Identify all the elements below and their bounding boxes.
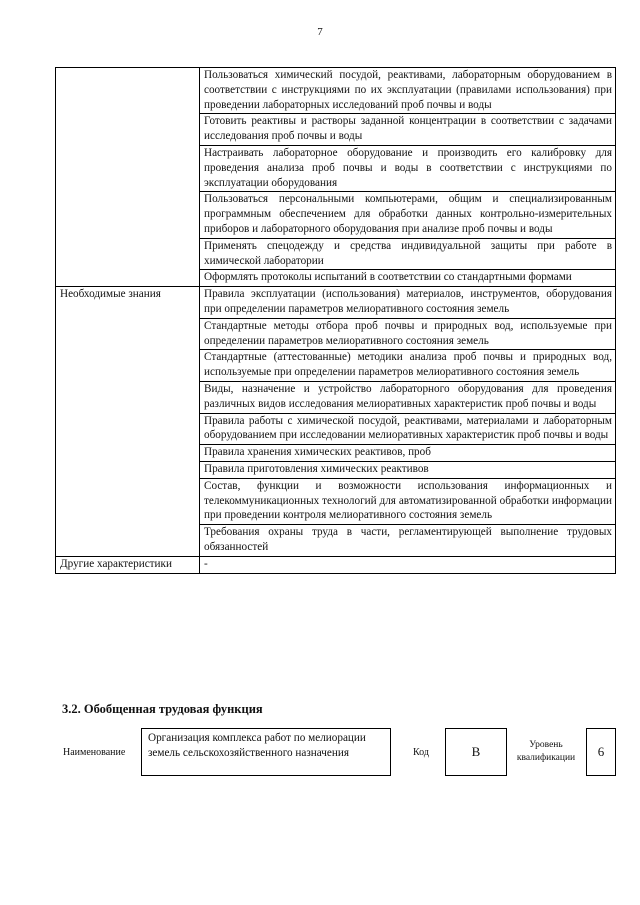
knowledge-cell: Стандартные методы отбора проб почвы и природных вод, используемые при определении параметров мелиоративного состояния земель — [200, 318, 616, 350]
knowledge-cell: Правила эксплуатации (использования) материалов, инструментов, оборудования при определении параметров мелиоративного состояния земель — [200, 287, 616, 319]
knowledge-cell: Правила работы с химической посудой, реактивами, материалами и лабораторным оборудованием при исследовании мелиоративных характеристик проб почвы и воды — [200, 413, 616, 445]
knowledge-cell: Состав, функции и возможности использования информационных и телекоммуникационных технологий для автоматизированной обработки информации при проведении контроля мелиоративного состояния земель — [200, 478, 616, 524]
knowledge-label: Необходимые знания — [56, 287, 200, 557]
table-row — [56, 68, 616, 114]
skill-cell: Пользоваться химический посудой, реактивами, лабораторным оборудованием в соответствии с инструкциями по их эксплуатации (правилами использования) при проведении лабораторных исследований проб почвы и воды — [200, 68, 616, 114]
name-value-box: Организация комплекса работ по мелиорации земель сельскохозяйственного назначения — [141, 728, 391, 776]
knowledge-cell: Правила приготовления химических реактивов — [200, 461, 616, 478]
qualification-level-label: Уровень квалификации — [516, 740, 576, 763]
knowledge-cell: Требования охраны труда в части, регламентирующей выполнение трудовых обязанностей — [200, 525, 616, 557]
other-characteristics-value: - — [200, 556, 616, 573]
general-function-row — [55, 728, 616, 780]
knowledge-cell: Стандартные (аттестованные) методики анализа проб почвы и природных вод, используемые при определении параметров мелиоративного состояния земель — [200, 350, 616, 382]
qualification-level-box: 6 — [586, 728, 616, 776]
skills-label-cell — [56, 68, 200, 287]
table-row — [56, 556, 616, 573]
page-number: 7 — [317, 26, 323, 38]
knowledge-cell: Виды, назначение и устройство лабораторного оборудования для проведения различных видов исследования мелиоративных характеристик проб почвы и воды — [200, 381, 616, 413]
skill-cell: Настраивать лабораторное оборудование и производить его калибровку для проведения анализа проб почвы и воды в соответствии с инструкциями по эксплуатации оборудования — [200, 145, 616, 191]
skill-cell: Пользоваться персональными компьютерами, общим и специализированным программным обеспечением для обработки данных контрольно-измерительных приборов и лабораторного оборудования при анализе проб почвы и воды — [200, 192, 616, 238]
code-value-box: В — [445, 728, 507, 776]
other-characteristics-label: Другие характеристики — [56, 556, 200, 573]
skill-cell: Готовить реактивы и растворы заданной концентрации в соответствии с задачами исследования проб почвы и воды — [200, 114, 616, 146]
skill-cell: Применять спецодежду и средства индивидуальной защиты при работе в химической лаборатории — [200, 238, 616, 270]
requirements-table — [55, 67, 616, 574]
code-label: Код — [413, 747, 429, 758]
name-label: Наименование — [63, 747, 126, 758]
knowledge-cell: Правила хранения химических реактивов, проб — [200, 445, 616, 462]
table-row — [56, 287, 616, 319]
section-title: 3.2. Обобщенная трудовая функция — [62, 702, 263, 716]
skill-cell: Оформлять протоколы испытаний в соответствии со стандартными формами — [200, 270, 616, 287]
